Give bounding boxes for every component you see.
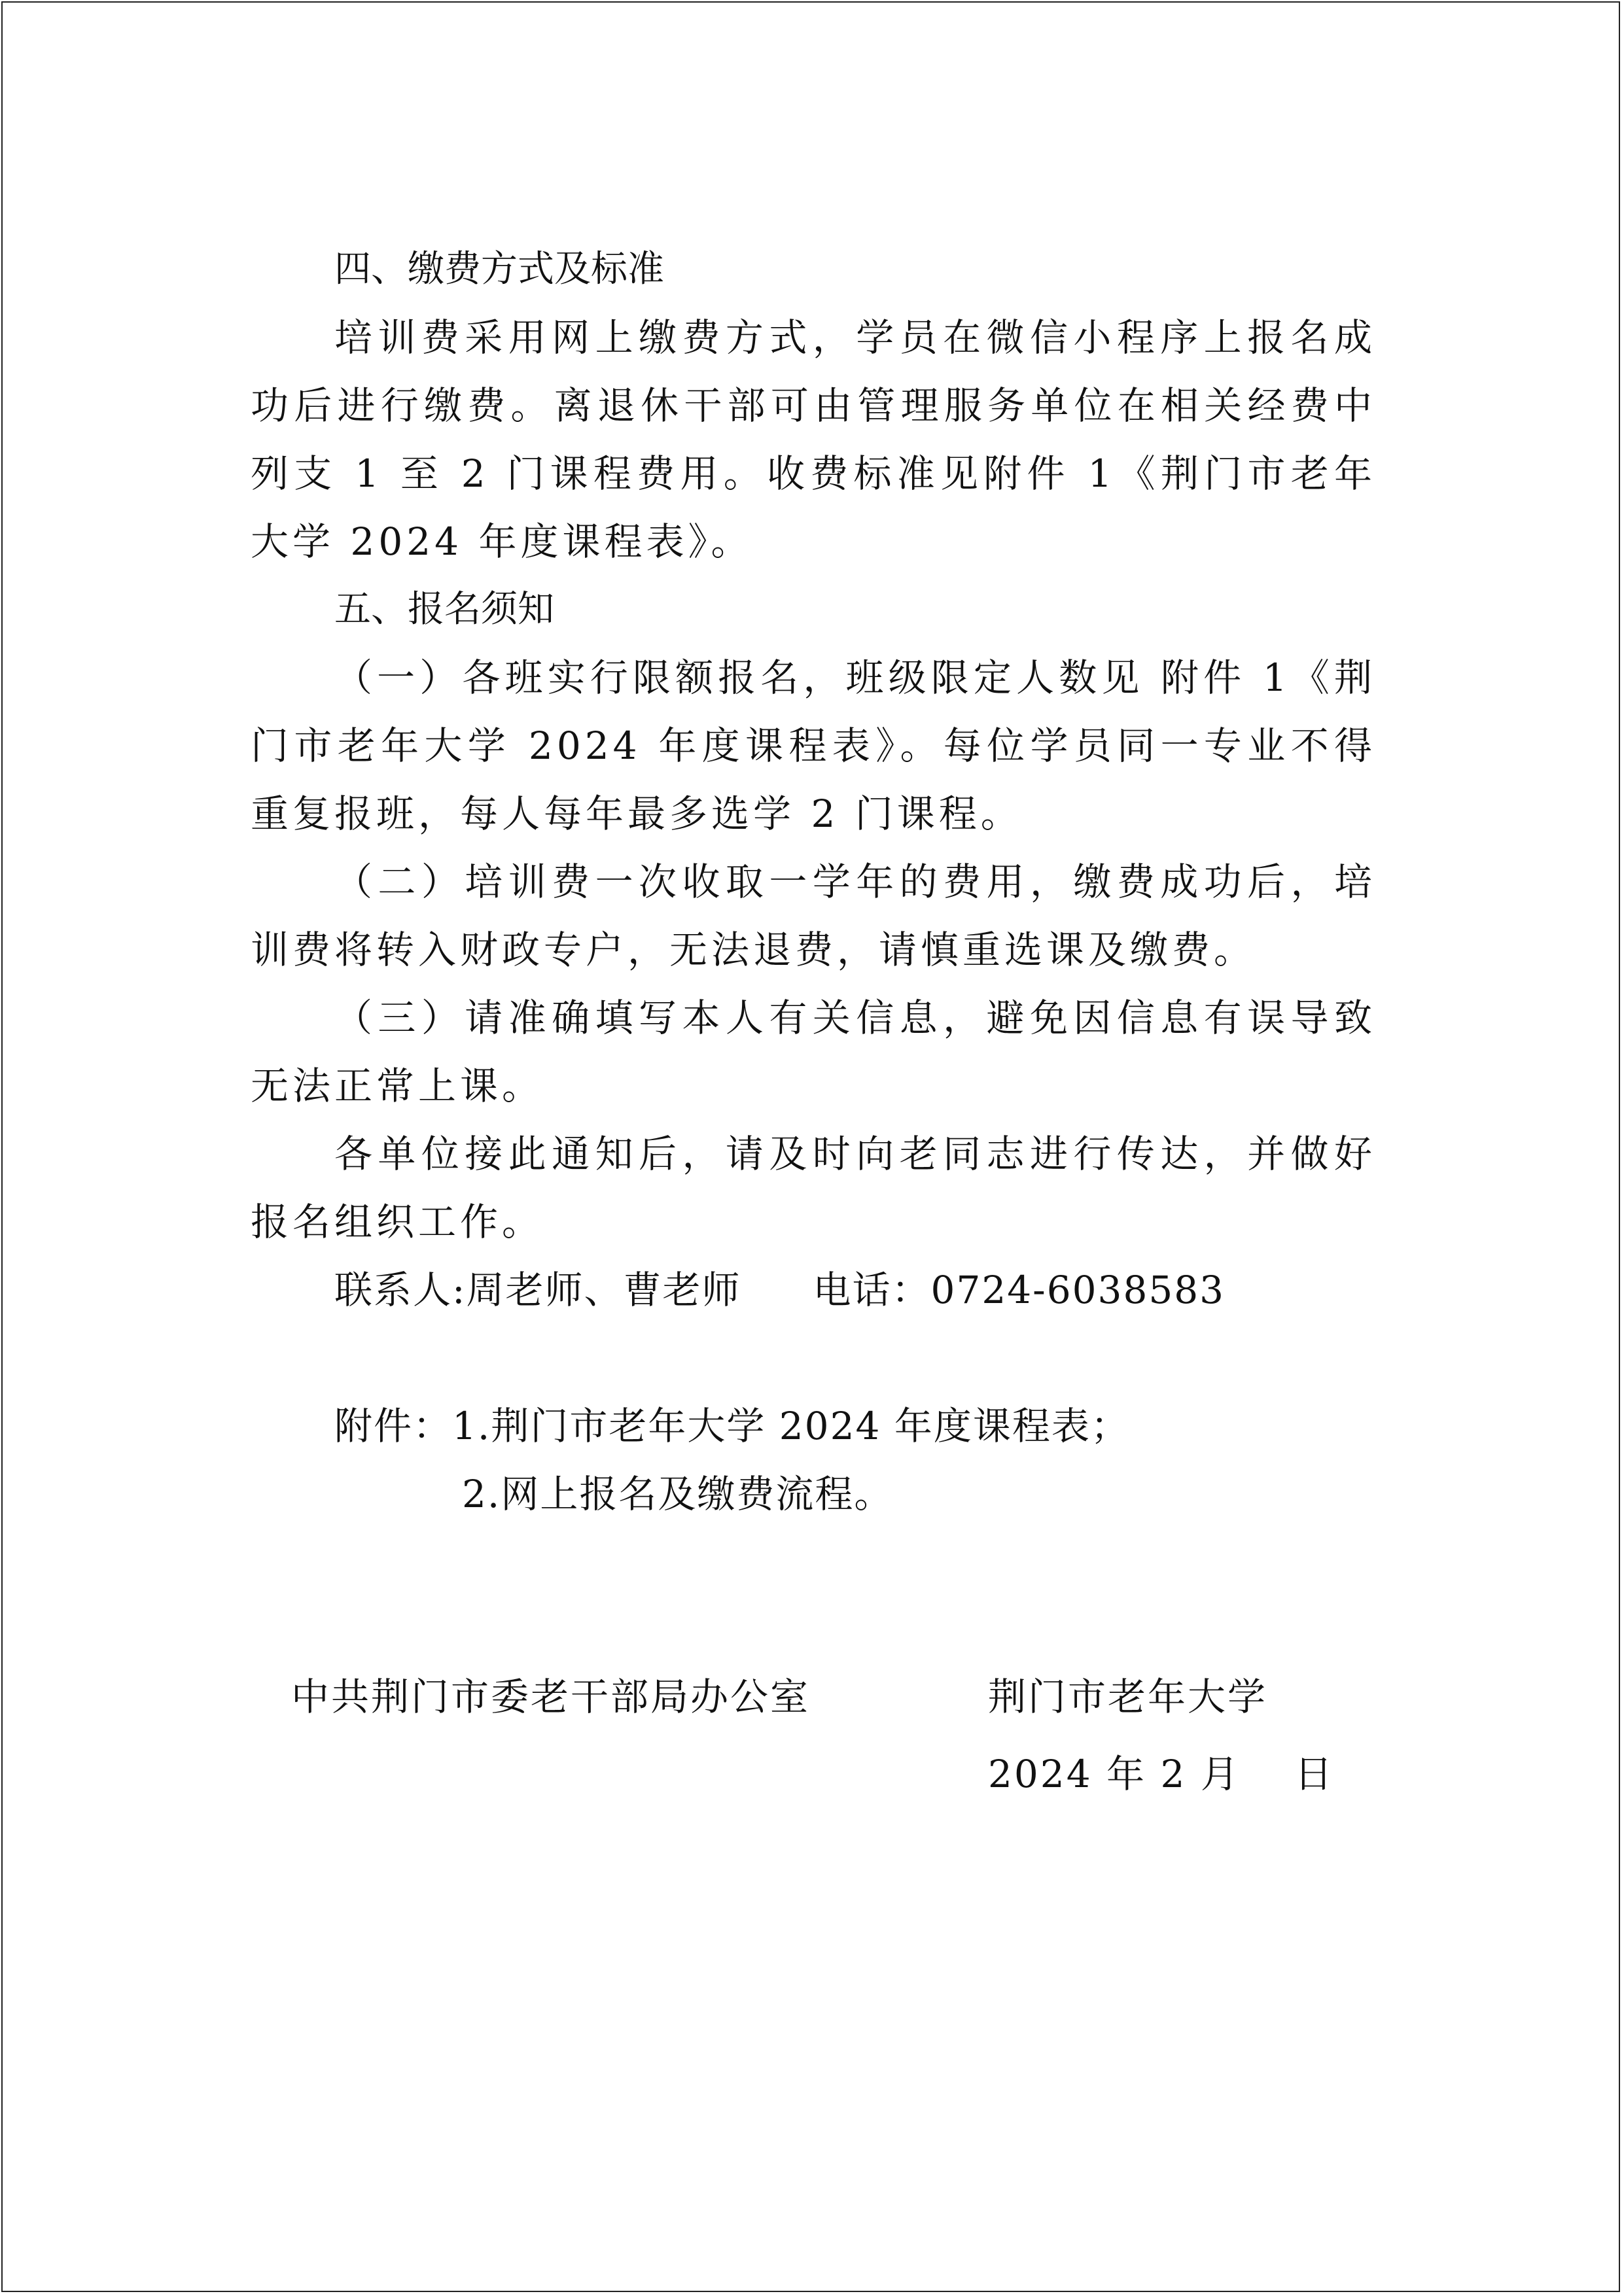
section-4-heading: 四、缴费方式及标准 bbox=[334, 248, 664, 290]
signature-org-right: 荆门市老年大学 bbox=[988, 1675, 1268, 1719]
signature-org-left: 中共荆门市委老干部局办公室 bbox=[291, 1675, 811, 1719]
attachments bbox=[251, 1392, 1376, 1528]
contact-phone: 电话：0724-6038583 bbox=[813, 1268, 1226, 1312]
section-5-item-1: （一）各班实行限额报名，班级限定人数见 附件 1《荆门市老年大学 2024 年度课程表》。每位学员同一专业不得重复报班，每人每年最多选学 2 门课程。 bbox=[251, 655, 1376, 836]
attachment-item-2: 2.网上报名及缴费流程。 bbox=[462, 1472, 894, 1516]
signature-date: 2024 年 2 月 日 bbox=[988, 1752, 1335, 1796]
section-5-heading: 五、报名须知 bbox=[334, 588, 554, 631]
section-5-item-2: （二）培训费一次收取一学年的费用，缴费成功后，培训费将转入财政专户，无法退费，请慎重选课及缴费。 bbox=[251, 860, 1376, 972]
section-4-paragraph: 培训费采用网上缴费方式，学员在微信小程序上报名成功后进行缴费。离退休干部可由管理服务单位在相关经费中列支 1 至 2 门课程费用。收费标准见附件 1《荆门市老年大学 2024 年度课程表》。 bbox=[251, 315, 1376, 564]
section-5-item-3: （三）请准确填写本人有关信息，避免因信息有误导致无法正常上课。 bbox=[251, 996, 1376, 1108]
signature-right bbox=[988, 1658, 1334, 1813]
document-body bbox=[251, 235, 1376, 1528]
contact-line bbox=[251, 1256, 1376, 1324]
closing-paragraph: 各单位接此通知后，请及时向老同志进行传达，并做好报名组织工作。 bbox=[251, 1132, 1376, 1244]
contact-person: 联系人:周老师、曹老师 bbox=[334, 1268, 741, 1312]
attachment-item-1: 附件：1.荆门市老年大学 2024 年度课程表； bbox=[334, 1404, 1130, 1448]
